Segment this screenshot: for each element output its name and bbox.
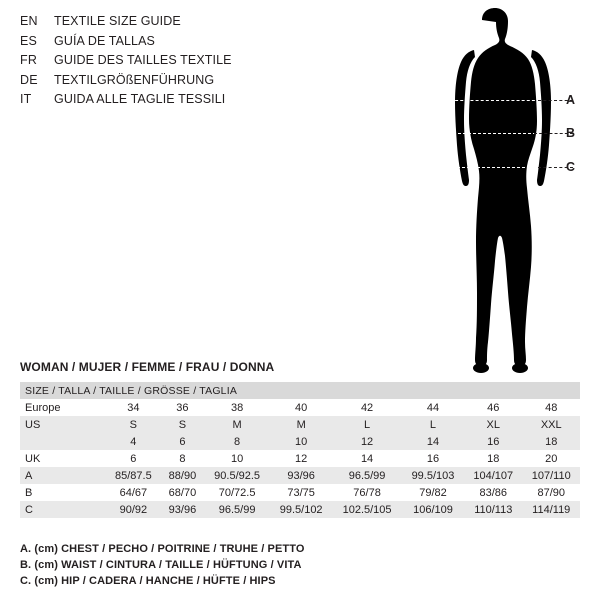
language-row-es [20, 34, 232, 54]
cell: 96.5/99 [218, 503, 256, 516]
cell: 93/96 [287, 469, 315, 482]
cell: 96.5/99 [348, 469, 386, 482]
table-row [20, 450, 580, 467]
cell: 8 [234, 435, 241, 448]
chest-measure-line [450, 100, 540, 101]
cell: 42 [360, 401, 374, 414]
cell: 16 [487, 435, 500, 448]
cell: 18 [487, 452, 500, 465]
cell: 76/78 [353, 486, 381, 499]
language-title: TEXTILE SIZE GUIDE [54, 14, 181, 28]
language-code: ES [20, 33, 38, 48]
cell: S [178, 418, 187, 431]
cell: S [129, 418, 138, 431]
cell: 90.5/92.5 [214, 469, 261, 482]
cell: 102.5/105 [342, 503, 392, 516]
cell: 87/90 [537, 486, 566, 499]
hip-measure-line [452, 167, 540, 168]
marker-label-a: A [566, 93, 576, 107]
body-silhouette-icon [420, 8, 590, 376]
female-body-figure [420, 8, 590, 376]
language-title: GUIDE DES TAILLES TEXTILE [54, 53, 232, 67]
table-row [20, 501, 580, 518]
section-title: WOMAN / MUJER / FEMME / FRAU / DONNA [20, 360, 275, 374]
cell: 14 [360, 452, 374, 465]
cell: 106/109 [413, 503, 453, 516]
cell: 79/82 [419, 486, 447, 499]
cell: 8 [179, 452, 186, 465]
language-row-it [20, 92, 232, 112]
cell: 38 [230, 401, 244, 414]
cell: 12 [360, 435, 374, 448]
cell: L [429, 418, 437, 431]
table-row [20, 484, 580, 501]
language-row-en [20, 14, 232, 34]
cell: 64/67 [119, 486, 148, 499]
row-label: C [25, 503, 33, 516]
language-code: EN [20, 14, 38, 28]
cell: 93/96 [168, 503, 197, 516]
table-header-label: SIZE / TALLA / TAILLE / GRÖSSE / TAGLIA [25, 384, 238, 397]
cell: 10 [230, 452, 244, 465]
cell: 68/70 [168, 486, 197, 499]
cell: 104/107 [473, 469, 514, 482]
cell: 18 [545, 435, 558, 448]
language-code: DE [20, 72, 38, 87]
row-label: Europe [25, 401, 61, 414]
cell: 99.5/102 [279, 503, 323, 516]
legend-row-b: B. (cm) WAIST / CINTURA / TAILLE / HÜFTUNG / VITA [20, 559, 302, 571]
row-label: B [25, 486, 33, 499]
legend-row-a: A. (cm) CHEST / PECHO / POITRINE / TRUHE / PETTO [20, 543, 305, 555]
table-row [20, 467, 580, 484]
cell: 110/113 [474, 503, 513, 516]
cell: 83/86 [479, 486, 508, 499]
cell: 34 [127, 401, 140, 414]
cell: 36 [176, 401, 189, 414]
language-title: GUIDA ALLE TAGLIE TESSILI [54, 92, 226, 106]
language-row-fr [20, 53, 232, 73]
language-code: IT [20, 92, 32, 106]
size-table [20, 382, 580, 518]
cell: 12 [295, 452, 308, 465]
waist-measure-line [458, 133, 536, 134]
cell: 73/75 [287, 486, 315, 499]
row-label: UK [25, 452, 41, 465]
cell: M [296, 418, 306, 431]
cell: 20 [545, 452, 558, 465]
cell: 46 [487, 401, 500, 414]
row-label: A [25, 469, 33, 482]
cell: 99.5/103 [411, 469, 455, 482]
cell: 44 [426, 401, 440, 414]
cell: 40 [295, 401, 308, 414]
marker-label-b: B [566, 126, 576, 140]
cell: 10 [295, 435, 308, 448]
language-title: TEXTILGRÖßENFÜHRUNG [54, 72, 215, 87]
cell: 14 [426, 435, 440, 448]
cell: XL [486, 418, 501, 431]
cell: L [364, 418, 371, 431]
marker-label-c: C [566, 160, 576, 174]
language-code: FR [20, 53, 38, 67]
cell: 90/92 [119, 503, 148, 516]
row-label [20, 433, 106, 450]
cell: 4 [130, 435, 137, 448]
cell: 16 [426, 452, 440, 465]
cell: 88/90 [168, 469, 197, 482]
cell: 85/87.5 [114, 469, 152, 482]
language-title: GUÍA DE TALLAS [54, 33, 155, 48]
cell: M [232, 418, 242, 431]
cell: 114/119 [532, 503, 571, 516]
language-header [20, 14, 232, 112]
cell: 6 [179, 435, 186, 448]
cell: 70/72.5 [218, 486, 256, 499]
cell: 48 [545, 401, 558, 414]
row-label: US [25, 418, 41, 431]
measurement-legend [20, 543, 305, 591]
table-row [20, 433, 580, 450]
cell: XXL [540, 418, 562, 431]
cell: 107/110 [531, 469, 571, 482]
table-row [20, 399, 580, 416]
language-row-de [20, 73, 232, 93]
table-row [20, 416, 580, 433]
cell: 6 [130, 452, 137, 465]
table-header-row [20, 382, 580, 399]
legend-row-c: C. (cm) HIP / CADERA / HANCHE / HÜFTE / HIPS [20, 575, 276, 587]
